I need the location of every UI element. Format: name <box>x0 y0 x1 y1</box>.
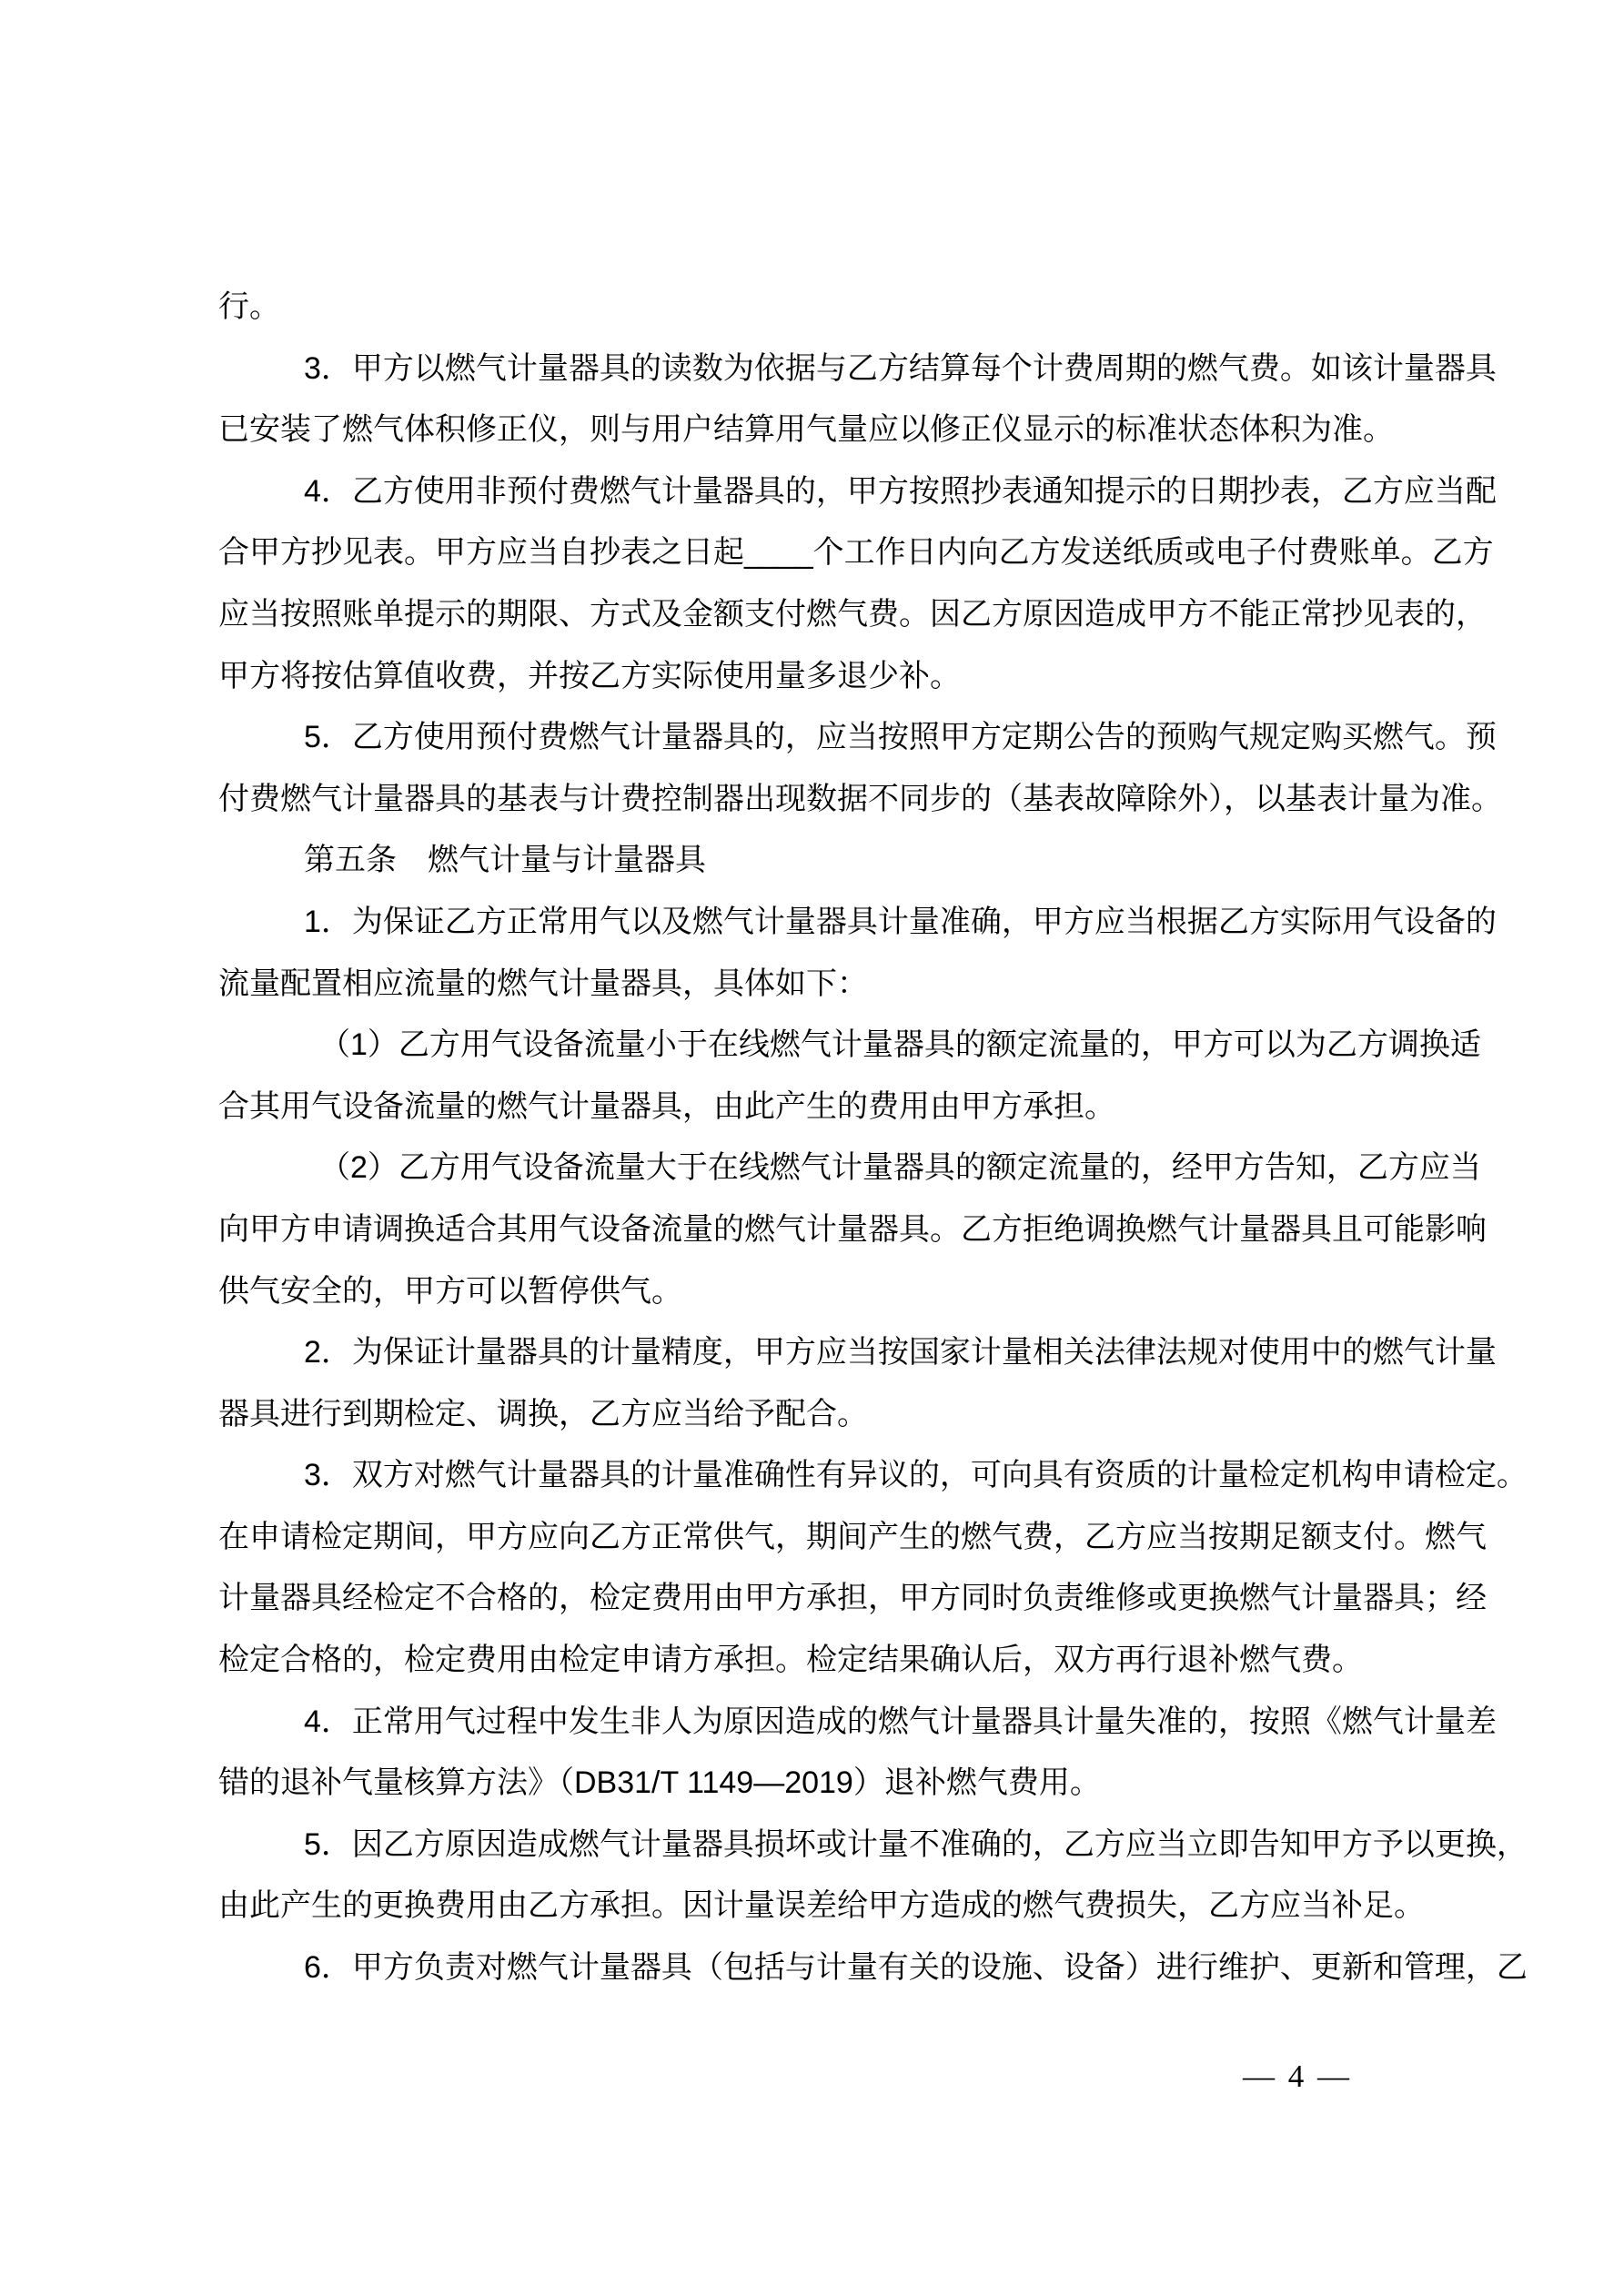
document-line: 器具进行到期检定、调换，乙方应当给予配合。 <box>218 1396 868 1431</box>
document-line: 3．双方对燃气计量器具的计量准确性有异议的，可向具有资质的计量检定机构申请检定。 <box>304 1458 1528 1493</box>
document-line: 付费燃气计量器具的基表与计费控制器出现数据不同步的（基表故障除外），以基表计量为准。 <box>218 781 1502 816</box>
document-line: 供气安全的，甲方可以暂停供气。 <box>218 1273 682 1309</box>
document-line: 行。 <box>218 289 280 324</box>
document-line: 合其用气设备流量的燃气计量器具，由此产生的费用由甲方承担。 <box>218 1088 1115 1124</box>
page-number: — 4 — <box>1243 2058 1352 2094</box>
document-line: 4．正常用气过程中发生非人为原因造成的燃气计量器具计量失准的，按照《燃气计量差 <box>304 1704 1497 1739</box>
document-line: 向甲方申请调换适合其用气设备流量的燃气计量器具。乙方拒绝调换燃气计量器具且可能影响 <box>218 1211 1487 1247</box>
contract-text-block <box>218 277 1528 1999</box>
document-line: 检定合格的，检定费用由检定申请方承担。检定结果确认后，双方再行退补燃气费。 <box>218 1643 1363 1678</box>
document-line: 流量配置相应流量的燃气计量器具，具体如下： <box>218 966 868 1001</box>
document-line: 第五条 燃气计量与计量器具 <box>304 843 706 878</box>
document-line: 计量器具经检定不合格的，检定费用由甲方承担，甲方同时负责维修或更换燃气计量器具；经 <box>218 1581 1487 1616</box>
document-line: 2．为保证计量器具的计量精度，甲方应当按国家计量相关法律法规对使用中的燃气计量 <box>304 1335 1497 1371</box>
document-line: 合甲方抄见表。甲方应当自抄表之日起____个工作日内向乙方发送纸质或电子付费账单。乙方 <box>218 535 1494 571</box>
document-line: （2）乙方用气设备流量大于在线燃气计量器具的额定流量的，经甲方告知，乙方应当 <box>319 1150 1481 1186</box>
document-line: 5．因乙方原因造成燃气计量器具损坏或计量不准确的，乙方应当立即告知甲方予以更换， <box>304 1826 1528 1862</box>
document-line: 4．乙方使用非预付费燃气计量器具的，甲方按照抄表通知提示的日期抄表，乙方应当配 <box>304 473 1497 509</box>
document-line: 6．甲方负责对燃气计量器具（包括与计量有关的设施、设备）进行维护、更新和管理，乙 <box>304 1950 1528 1986</box>
document-line: 1．为保证乙方正常用气以及燃气计量器具计量准确，甲方应当根据乙方实际用气设备的 <box>304 904 1497 939</box>
document-line: （1）乙方用气设备流量小于在线燃气计量器具的额定流量的，甲方可以为乙方调换适 <box>319 1027 1481 1063</box>
document-line: 3．甲方以燃气计量器具的读数为依据与乙方结算每个计费周期的燃气费。如该计量器具 <box>304 350 1497 386</box>
document-line: 甲方将按估算值收费，并按乙方实际使用量多退少补。 <box>218 658 961 693</box>
document-line: 由此产生的更换费用由乙方承担。因计量误差给甲方造成的燃气费损失，乙方应当补足。 <box>218 1888 1425 1924</box>
document-line: 5．乙方使用预付费燃气计量器具的，应当按照甲方定期公告的预购气规定购买燃气。预 <box>304 720 1497 755</box>
document-line: 错的退补气量核算方法》（DB31/T 1149—2019）退补燃气费用。 <box>218 1765 1101 1801</box>
document-line: 已安装了燃气体积修正仪，则与用户结算用气量应以修正仪显示的标准状态体积为准。 <box>218 412 1394 448</box>
document-line: 在申请检定期间，甲方应向乙方正常供气，期间产生的燃气费，乙方应当按期足额支付。燃气 <box>218 1519 1487 1554</box>
document-line: 应当按照账单提示的期限、方式及金额支付燃气费。因乙方原因造成甲方不能正常抄见表的， <box>218 596 1487 632</box>
